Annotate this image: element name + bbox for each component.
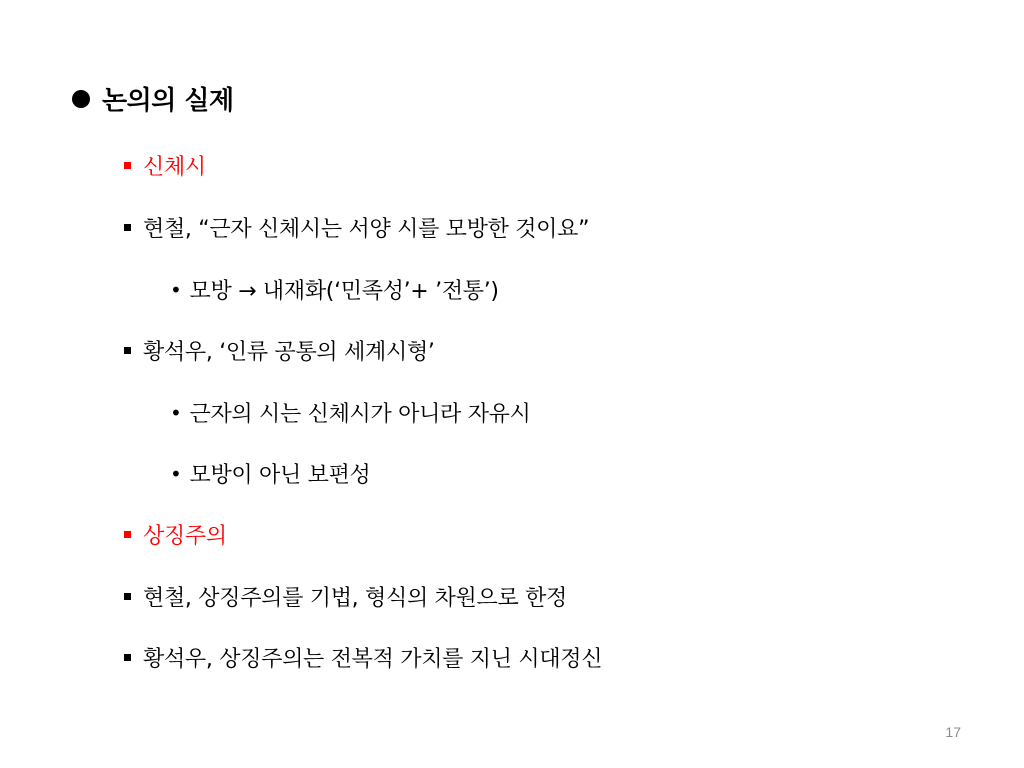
sub-item-text: 근자의 시는 신체시가 아니라 자유시 bbox=[189, 402, 531, 427]
square-bullet-icon bbox=[124, 162, 131, 169]
bullet-dot-icon bbox=[72, 90, 90, 108]
list-item-text: 황석우, ‘인류 공통의 세계시형’ bbox=[143, 340, 435, 365]
page-number: 17 bbox=[945, 724, 961, 740]
sub-item-universality bbox=[170, 458, 371, 489]
list-item-hwangseokwoo bbox=[124, 335, 435, 366]
slide-heading bbox=[72, 80, 234, 117]
sub-item-text: 모방이 아닌 보편성 bbox=[189, 463, 371, 488]
list-item-text: 상징주의 bbox=[143, 524, 227, 549]
list-item-hyeoncheol-quote bbox=[124, 212, 589, 243]
heading-text: 논의의 실제 bbox=[102, 86, 234, 116]
square-bullet-icon bbox=[124, 347, 131, 354]
list-item-text: 신체시 bbox=[143, 155, 206, 180]
dot-bullet-icon: • bbox=[170, 461, 182, 486]
list-item-symbolism bbox=[124, 519, 227, 550]
dot-bullet-icon: • bbox=[170, 400, 182, 425]
list-item-text: 현철, “근자 신체시는 서양 시를 모방한 것이요” bbox=[143, 217, 590, 242]
square-bullet-icon bbox=[124, 593, 131, 600]
list-item-hwangseokwoo-symbolism bbox=[124, 642, 602, 673]
list-item-text: 현철, 상징주의를 기법, 형식의 차원으로 한정 bbox=[143, 586, 567, 611]
list-item-shinchesi bbox=[124, 150, 206, 181]
dot-bullet-icon: • bbox=[170, 277, 182, 302]
sub-item-imitation bbox=[170, 274, 499, 305]
square-bullet-icon bbox=[124, 654, 131, 661]
sub-item-free-verse bbox=[170, 397, 531, 428]
sub-item-text: 모방 → 내재화(‘민족성’+ ’전통’) bbox=[189, 279, 499, 304]
square-bullet-icon bbox=[124, 224, 131, 231]
square-bullet-icon bbox=[124, 531, 131, 538]
list-item-hyeoncheol-symbolism bbox=[124, 581, 567, 612]
list-item-text: 황석우, 상징주의는 전복적 가치를 지닌 시대정신 bbox=[143, 647, 603, 672]
